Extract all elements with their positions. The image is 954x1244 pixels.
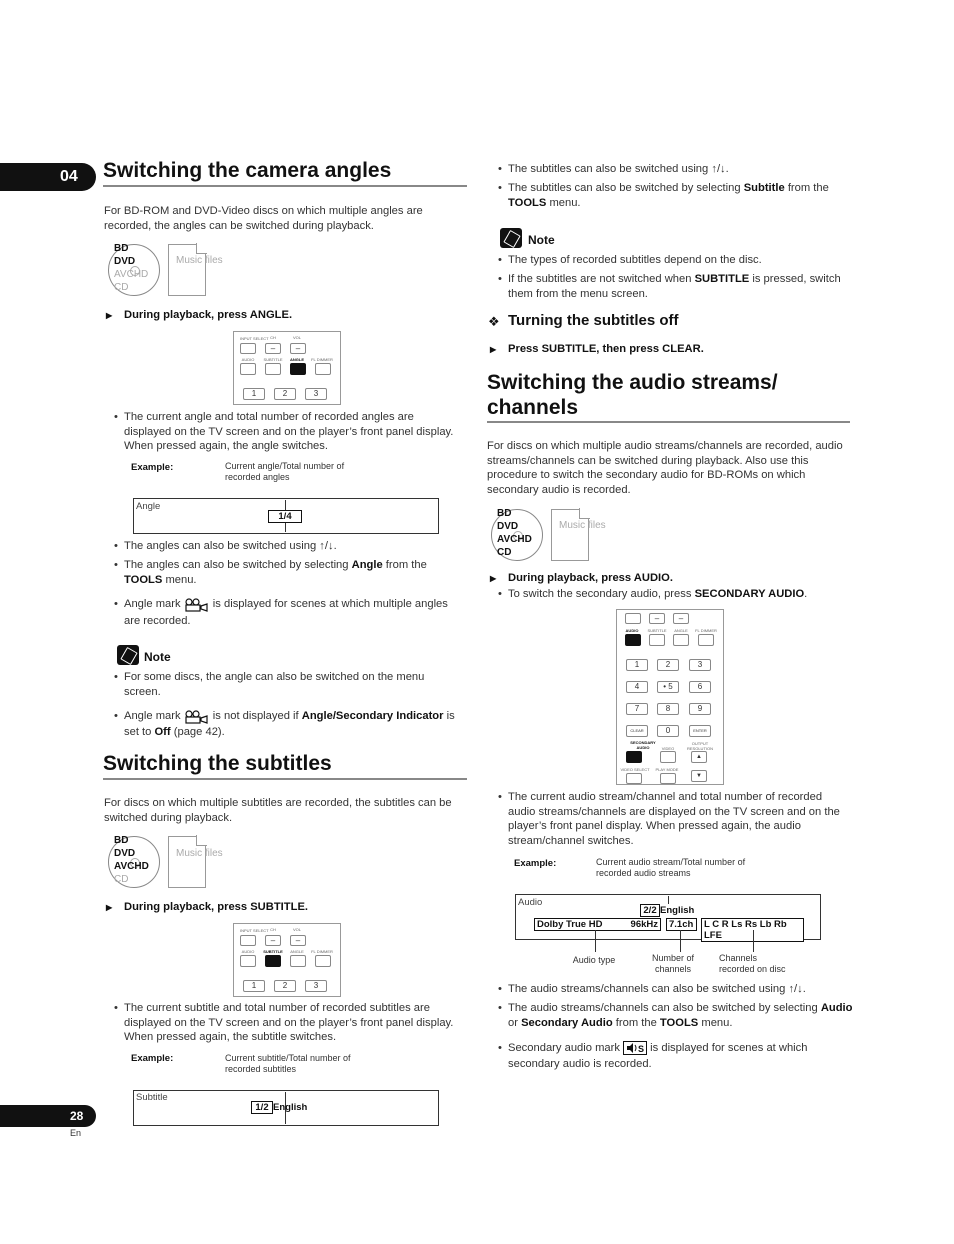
camera-note-1: • For some discs, the angle can also be switched on the menu screen. xyxy=(124,670,454,699)
audio-display-lang: English xyxy=(660,905,695,916)
music-files-label: Music files xyxy=(559,520,606,531)
remote-key-input[interactable] xyxy=(240,343,256,354)
remote-key-0[interactable]: 0 xyxy=(657,725,679,737)
remote-label-subtitle: SUBTITLE xyxy=(647,628,667,633)
disc-avchd: AVCHD xyxy=(497,534,532,545)
subtitle-display-lang: English xyxy=(273,1102,308,1113)
remote-key-3[interactable]: 3 xyxy=(305,980,327,992)
audio-title-rule xyxy=(487,421,850,423)
disc-dvd: DVD xyxy=(114,848,136,859)
remote-label-fl-dimmer: FL DIMMER xyxy=(311,357,333,362)
remote-key-6[interactable]: 6 xyxy=(689,681,711,693)
remote-label-input: INPUT SELECT xyxy=(240,336,269,341)
subtitles-off-title: Turning the subtitles off xyxy=(508,312,679,329)
music-file-icon xyxy=(168,244,206,296)
disc-dvd: DVD xyxy=(114,256,136,267)
remote-key-fl-dimmer[interactable] xyxy=(315,363,331,375)
disc-bd: BD xyxy=(497,508,512,519)
remote-angle-illustration xyxy=(233,331,341,405)
remote-key-2[interactable]: 2 xyxy=(274,980,296,992)
audio-bullet-1: • The current audio stream/channel and total number of recorded audio streams/channels are displayed on the TV screen and on the player’s front panel display. When pressed again, the audio stream/channel switches. xyxy=(508,790,850,848)
subtitles-title-rule xyxy=(103,778,467,780)
remote-label-vol: VOL xyxy=(292,927,301,932)
remote-key-input[interactable] xyxy=(625,613,641,624)
audio-sub-bullet: • To switch the secondary audio, press SECONDARY AUDIO. xyxy=(508,587,848,602)
camera-bullet-1: • The current angle and total number of recorded angles are displayed on the TV screen and on the player’s front panel display. When pressed again, the angle switches. xyxy=(124,410,454,454)
remote-label-input: INPUT SELECT xyxy=(240,928,269,933)
audio-rec-arrow xyxy=(753,930,754,952)
camera-bullet-2: • The angles can also be switched using ↑/↓. xyxy=(124,539,454,554)
remote-key-audio[interactable] xyxy=(240,955,256,967)
remote-key-ch-minus[interactable]: – xyxy=(649,613,665,624)
remote-label-subtitle: SUBTITLE xyxy=(263,357,283,362)
subtitles-step: ▶ During playback, press SUBTITLE. xyxy=(124,901,308,913)
remote-key-5[interactable]: • 5 xyxy=(657,681,679,693)
audio-bullet-4: • Secondary audio mark S is displayed for scenes at which secondary audio is recorded. xyxy=(508,1040,848,1072)
remote-label-subtitle: SUBTITLE xyxy=(263,949,283,954)
angle-display-value: 1/4 xyxy=(268,510,302,523)
remote-audio-illustration xyxy=(616,609,724,785)
subtitles-example-label: Example: xyxy=(131,1053,174,1064)
remote-key-1[interactable]: 1 xyxy=(243,388,265,400)
remote-key-ch-minus[interactable]: – xyxy=(265,935,281,946)
remote-key-subtitle[interactable] xyxy=(649,634,665,646)
remote-key-ch-minus[interactable]: – xyxy=(265,343,281,354)
disc-avchd: AVCHD xyxy=(114,269,149,280)
remote-key-subtitle[interactable] xyxy=(265,363,281,375)
camera-bullet-3: • The angles can also be switched by selecting Angle from the TOOLS menu. xyxy=(124,558,460,587)
subtitles-note-2: • If the subtitles are not switched when SUBTITLE is pressed, switch them from the menu screen. xyxy=(508,272,848,301)
audio-rec-caption: Channels recorded on disc xyxy=(719,953,786,974)
audio-display-channel-list: L C R Ls Rs Lb Rb LFE xyxy=(701,918,804,942)
remote-label-angle: ANGLE xyxy=(290,949,304,954)
diamond-icon: ❖ xyxy=(488,314,500,329)
camera-example-label: Example: xyxy=(131,462,174,473)
remote-key-1[interactable]: 1 xyxy=(626,659,648,671)
remote-label-audio: AUDIO xyxy=(241,949,255,954)
audio-bullet-2: • The audio streams/channels can also be switched using ↑/↓. xyxy=(508,982,850,997)
remote-key-subtitle[interactable] xyxy=(265,955,281,967)
remote-key-angle[interactable] xyxy=(673,634,689,646)
disc-dvd: DVD xyxy=(497,521,519,532)
camera-intro: For BD-ROM and DVD-Video discs on which multiple angles are recorded, the angles can be switched during playback. xyxy=(104,205,423,232)
audio-display-name: Audio xyxy=(518,897,543,908)
audio-display-type: Dolby True HD 96kHz xyxy=(534,918,661,931)
remote-key-7[interactable]: 7 xyxy=(626,703,648,715)
camera-note-title: Note xyxy=(144,650,171,664)
subtitles-bullet-1: • The current subtitle and total number of recorded subtitles are displayed on the TV screen and on the player’s front panel display. When pressed again, the subtitle switches. xyxy=(124,1001,466,1045)
note-icon xyxy=(117,645,139,665)
remote-key-fl-dimmer[interactable] xyxy=(698,634,714,646)
audio-title: Switching the audio streams/ channels xyxy=(487,371,778,419)
remote-label-angle: ANGLE xyxy=(290,357,304,362)
remote-label-play-mode: PLAY MODE xyxy=(655,767,679,772)
audio-display-value: 2/2 xyxy=(640,904,660,917)
remote-key-3[interactable]: 3 xyxy=(689,659,711,671)
remote-label-angle: ANGLE xyxy=(674,628,688,633)
note-icon xyxy=(500,228,522,248)
music-files-label: Music files xyxy=(176,848,223,859)
music-files-label: Music files xyxy=(176,255,223,266)
chapter-tab: 04 xyxy=(0,163,96,191)
secondary-audio-mark-icon xyxy=(623,1041,647,1055)
disc-support-labels xyxy=(114,834,149,886)
remote-key-audio[interactable] xyxy=(240,363,256,375)
audio-arrow xyxy=(668,896,669,904)
audio-type-arrow xyxy=(595,930,596,952)
disc-bd: BD xyxy=(114,835,129,846)
music-file-icon xyxy=(551,509,589,561)
subtitles-note-1: • The types of recorded subtitles depend on the disc. xyxy=(508,253,848,268)
remote-label-audio: AUDIO xyxy=(625,628,639,633)
disc-support-labels xyxy=(497,507,532,559)
remote-key-vol-minus[interactable]: – xyxy=(290,343,306,354)
remote-key-video-select[interactable] xyxy=(626,773,642,784)
remote-key-2[interactable]: 2 xyxy=(274,388,296,400)
subtitles-off-step: ▶ Press SUBTITLE, then press CLEAR. xyxy=(508,343,704,355)
angle-display-name: Angle xyxy=(136,501,161,512)
subtitles-title: Switching the subtitles xyxy=(103,752,332,775)
remote-key-video[interactable] xyxy=(660,751,676,763)
remote-key-input[interactable] xyxy=(240,935,256,946)
remote-label-vol: VOL xyxy=(292,335,301,340)
audio-bullet-3: • The audio streams/channels can also be switched by selecting Audio or Secondary Audio from the TOOLS menu. xyxy=(508,1001,853,1030)
remote-label-secondary-audio: SECONDARY AUDIO xyxy=(630,740,656,750)
angle-mark-icon xyxy=(184,598,210,611)
disc-cd: CD xyxy=(114,282,129,293)
audio-type-caption: Audio type xyxy=(572,955,616,965)
audio-step: ▶ During playback, press AUDIO. xyxy=(508,572,673,584)
audio-num-arrow xyxy=(680,930,681,952)
subtitles-right-bullet-2: • The subtitles can also be switched by selecting Subtitle from the TOOLS menu. xyxy=(508,181,848,210)
remote-key-2[interactable]: 2 xyxy=(657,659,679,671)
disc-support-labels xyxy=(114,242,148,294)
subtitles-right-bullet-1: • The subtitles can also be switched using ↑/↓. xyxy=(508,162,848,177)
remote-label-ch: CH xyxy=(270,335,276,340)
remote-label-video-select: VIDEO SELECT xyxy=(620,767,650,772)
remote-label-fl-dimmer: FL DIMMER xyxy=(311,949,333,954)
remote-key-4[interactable]: 4 xyxy=(626,681,648,693)
subtitles-note-title: Note xyxy=(528,233,555,247)
remote-key-audio[interactable] xyxy=(625,634,641,646)
remote-key-fl-dimmer[interactable] xyxy=(315,955,331,967)
audio-num-caption: Number of channels xyxy=(651,953,695,974)
remote-label-audio: AUDIO xyxy=(241,357,255,362)
page-language: En xyxy=(70,1128,82,1138)
camera-example-caption: Current angle/Total number of recorded angles xyxy=(225,461,345,482)
camera-step: ▶ During playback, press ANGLE. xyxy=(124,309,292,321)
remote-label-video: VIDEO xyxy=(661,746,675,751)
disc-cd: CD xyxy=(114,874,129,885)
remote-label-fl-dimmer: FL DIMMER xyxy=(695,628,717,633)
remote-key-angle[interactable] xyxy=(290,955,306,967)
remote-label-output-res: OUTPUT RESOLUTION xyxy=(687,741,714,751)
subtitle-display-value: 1/2 xyxy=(251,1101,273,1114)
remote-key-secondary-audio[interactable] xyxy=(626,751,642,763)
music-file-icon xyxy=(168,836,206,888)
remote-key-angle[interactable] xyxy=(290,363,306,375)
audio-display-channels: 7.1ch xyxy=(666,918,697,931)
remote-key-vol-minus[interactable]: – xyxy=(673,613,689,624)
camera-bullet-4: • Angle mark is displayed for scenes at which multiple angles are recorded. xyxy=(124,596,454,630)
remote-key-enter[interactable]: ENTER xyxy=(689,725,711,737)
disc-cd: CD xyxy=(497,547,512,558)
remote-key-1[interactable]: 1 xyxy=(243,980,265,992)
remote-key-play-mode[interactable] xyxy=(660,773,676,784)
camera-title-rule xyxy=(103,185,467,187)
camera-title: Switching the camera angles xyxy=(103,159,392,182)
audio-example-caption: Current audio stream/Total number of recorded audio streams xyxy=(596,857,746,878)
remote-key-down[interactable]: ▼ xyxy=(691,770,707,782)
subtitle-display-name: Subtitle xyxy=(136,1092,168,1103)
audio-intro: For discs on which multiple audio streams/channels are recorded, audio streams/channels can be switched during playback. Also use this procedure to switch the secondary audio for BD-ROMs on which secondary audio is recorded. xyxy=(487,440,843,496)
remote-key-8[interactable]: 8 xyxy=(657,703,679,715)
remote-key-up[interactable]: ▲ xyxy=(691,751,707,763)
subtitles-example-caption: Current subtitle/Total number of recorded subtitles xyxy=(225,1053,351,1074)
remote-key-9[interactable]: 9 xyxy=(689,703,711,715)
camera-note-2: • Angle mark is not displayed if Angle/Secondary Indicator is set to Off (page 42). xyxy=(124,708,469,740)
remote-key-vol-minus[interactable]: – xyxy=(290,935,306,946)
audio-example-label: Example: xyxy=(514,858,557,869)
disc-bd: BD xyxy=(114,243,129,254)
remote-key-clear[interactable]: CLEAR xyxy=(626,725,648,737)
angle-mark-icon xyxy=(184,710,210,723)
disc-avchd: AVCHD xyxy=(114,861,149,872)
remote-key-3[interactable]: 3 xyxy=(305,388,327,400)
page-number: 28 xyxy=(0,1105,96,1127)
svg-text:S: S xyxy=(638,1044,645,1055)
remote-label-ch: CH xyxy=(270,927,276,932)
subtitles-intro: For discs on which multiple subtitles are recorded, the subtitles can be switched during playback. xyxy=(104,797,452,824)
remote-subtitle-illustration xyxy=(233,923,341,997)
